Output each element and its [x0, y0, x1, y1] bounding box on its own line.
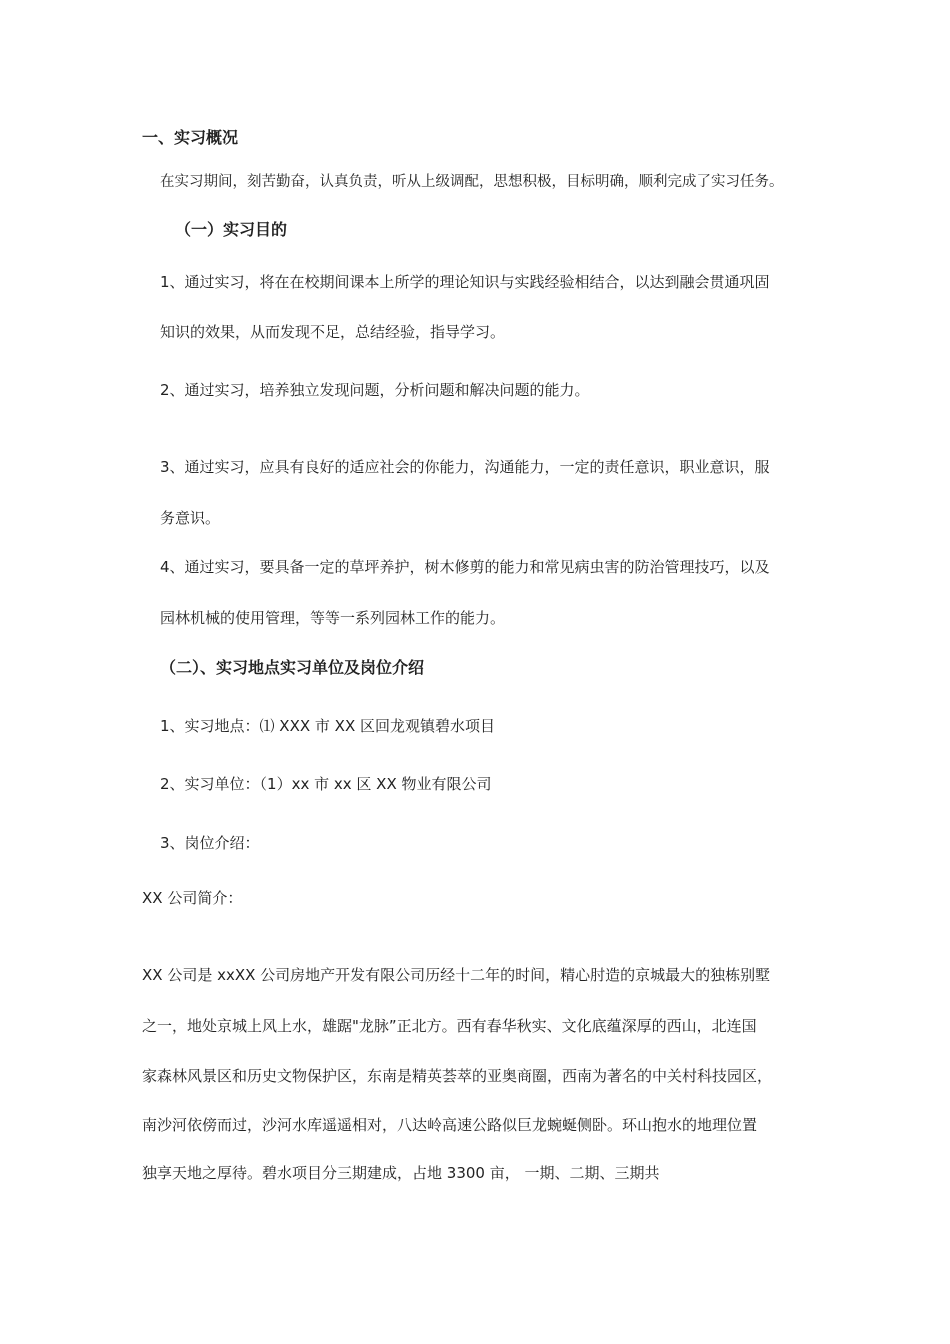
location-item-2: 2、实习单位：（1）xx 市 xx 区 XX 物业有限公司	[160, 775, 492, 793]
purpose-item-3-line-2: 务意识。	[160, 509, 221, 527]
company-paragraph-line-3: 家森林风景区和历史文物保护区，东南是精英荟萃的亚奥商圈，西南为著名的中关村科技园区，	[142, 1067, 773, 1085]
company-paragraph-line-1: XX 公司是 xxXX 公司房地产开发有限公司历经十二年的时间，精心肘造的京城最大的独栋别墅	[142, 966, 771, 984]
company-paragraph-line-2: 之一，地处京城上风上水，雄踞"龙脉”正北方。西有春华秋实、文化底蕴深厚的西山，北连国	[142, 1017, 757, 1035]
purpose-item-1-line-2: 知识的效果，从而发现不足，总结经验，指导学习。	[160, 323, 506, 341]
purpose-item-1-line-1: 1、通过实习，将在在校期间课本上所学的理论知识与实践经验相结合，以达到融会贯通巩固	[160, 273, 770, 291]
location-item-1: 1、实习地点：⑴ XXX 市 XX 区回龙观镇碧水项目	[160, 717, 495, 735]
company-paragraph-line-5: 独享天地之厚待。碧水项目分三期建成，占地 3300 亩， 一期、二期、三期共	[142, 1164, 660, 1182]
purpose-item-4-line-1: 4、通过实习，要具备一定的草坪养护，树木修剪的能力和常见病虫害的防治管理技巧，以及	[160, 558, 770, 576]
purpose-item-3-line-1: 3、通过实习，应具有良好的适应社会的你能力，沟通能力，一定的责任意识，职业意识，服	[160, 458, 770, 476]
company-paragraph-line-4: 南沙河依傍而过，沙河水库遥遥相对，八达岭高速公路似巨龙蜿蜒侧卧。环山抱水的地理位置	[142, 1116, 758, 1134]
intro-paragraph: 在实习期间，刻苦勤奋，认真负责，听从上级调配，思想积极，目标明确，顺利完成了实习任务。	[160, 174, 784, 190]
purpose-item-2: 2、通过实习，培养独立发现问题，分析问题和解决问题的能力。	[160, 381, 590, 399]
subsection-heading-location: （二）、实习地点实习单位及岗位介绍	[160, 658, 425, 677]
location-item-3: 3、岗位介绍：	[160, 834, 260, 852]
purpose-item-4-line-2: 园林机械的使用管理，等等一系列园林工作的能力。	[160, 609, 506, 627]
company-title: XX 公司简介：	[142, 889, 243, 907]
section-heading: 一、实习概况	[142, 128, 239, 147]
subsection-heading-purpose: （一）实习目的	[175, 220, 288, 239]
